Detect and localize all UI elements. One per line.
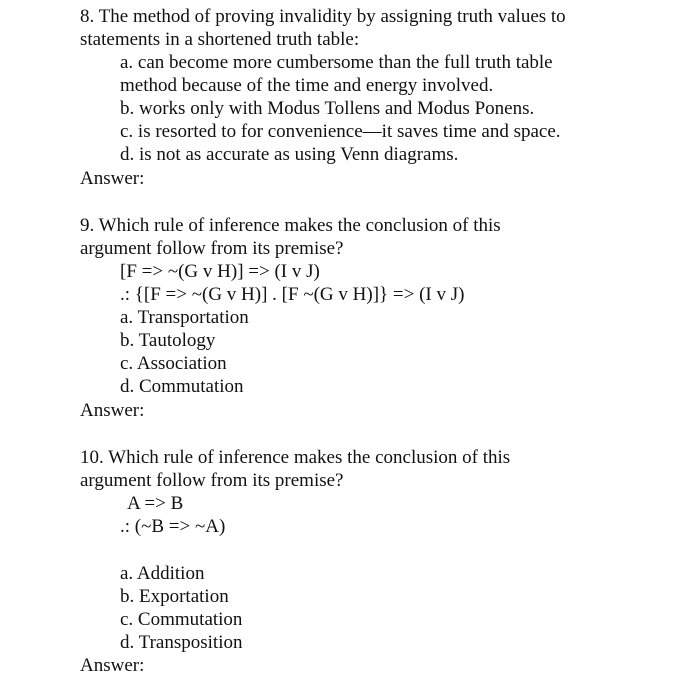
question-stem-line: argument follow from its premise?	[80, 470, 344, 491]
option-a: a. Transportation	[120, 307, 249, 328]
answer-label: Answer:	[80, 400, 145, 421]
question-stem-line: argument follow from its premise?	[80, 238, 344, 259]
option-c: c. is resorted to for convenience—it saves time and space.	[120, 121, 561, 142]
option-a: a. Addition	[120, 563, 205, 584]
question-stem-line: 8. The method of proving invalidity by assigning truth values to	[80, 6, 566, 27]
option-d: d. Commutation	[120, 376, 244, 397]
conclusion: .: {[F => ~(G v H)] . [F ~(G v H)]} => (I v J)	[120, 284, 465, 305]
premise: [F => ~(G v H)] => (I v J)	[120, 261, 320, 282]
answer-label: Answer:	[80, 655, 145, 676]
question-stem-line: 9. Which rule of inference makes the conclusion of this	[80, 215, 501, 236]
option-c: c. Commutation	[120, 609, 243, 630]
option-b: b. Exportation	[120, 586, 229, 607]
option-b: b. Tautology	[120, 330, 216, 351]
option-a-continued: method because of the time and energy involved.	[120, 75, 494, 96]
premise: A => B	[127, 493, 184, 514]
question-stem-line: 10. Which rule of inference makes the conclusion of this	[80, 447, 511, 468]
option-d: d. is not as accurate as using Venn diagrams.	[120, 144, 459, 165]
option-b: b. works only with Modus Tollens and Modus Ponens.	[120, 98, 535, 119]
option-a: a. can become more cumbersome than the full truth table	[120, 52, 553, 73]
question-stem-line: statements in a shortened truth table:	[80, 29, 360, 50]
option-c: c. Association	[120, 353, 227, 374]
option-d: d. Transposition	[120, 632, 243, 653]
conclusion: .: (~B => ~A)	[120, 516, 226, 537]
answer-label: Answer:	[80, 168, 145, 189]
